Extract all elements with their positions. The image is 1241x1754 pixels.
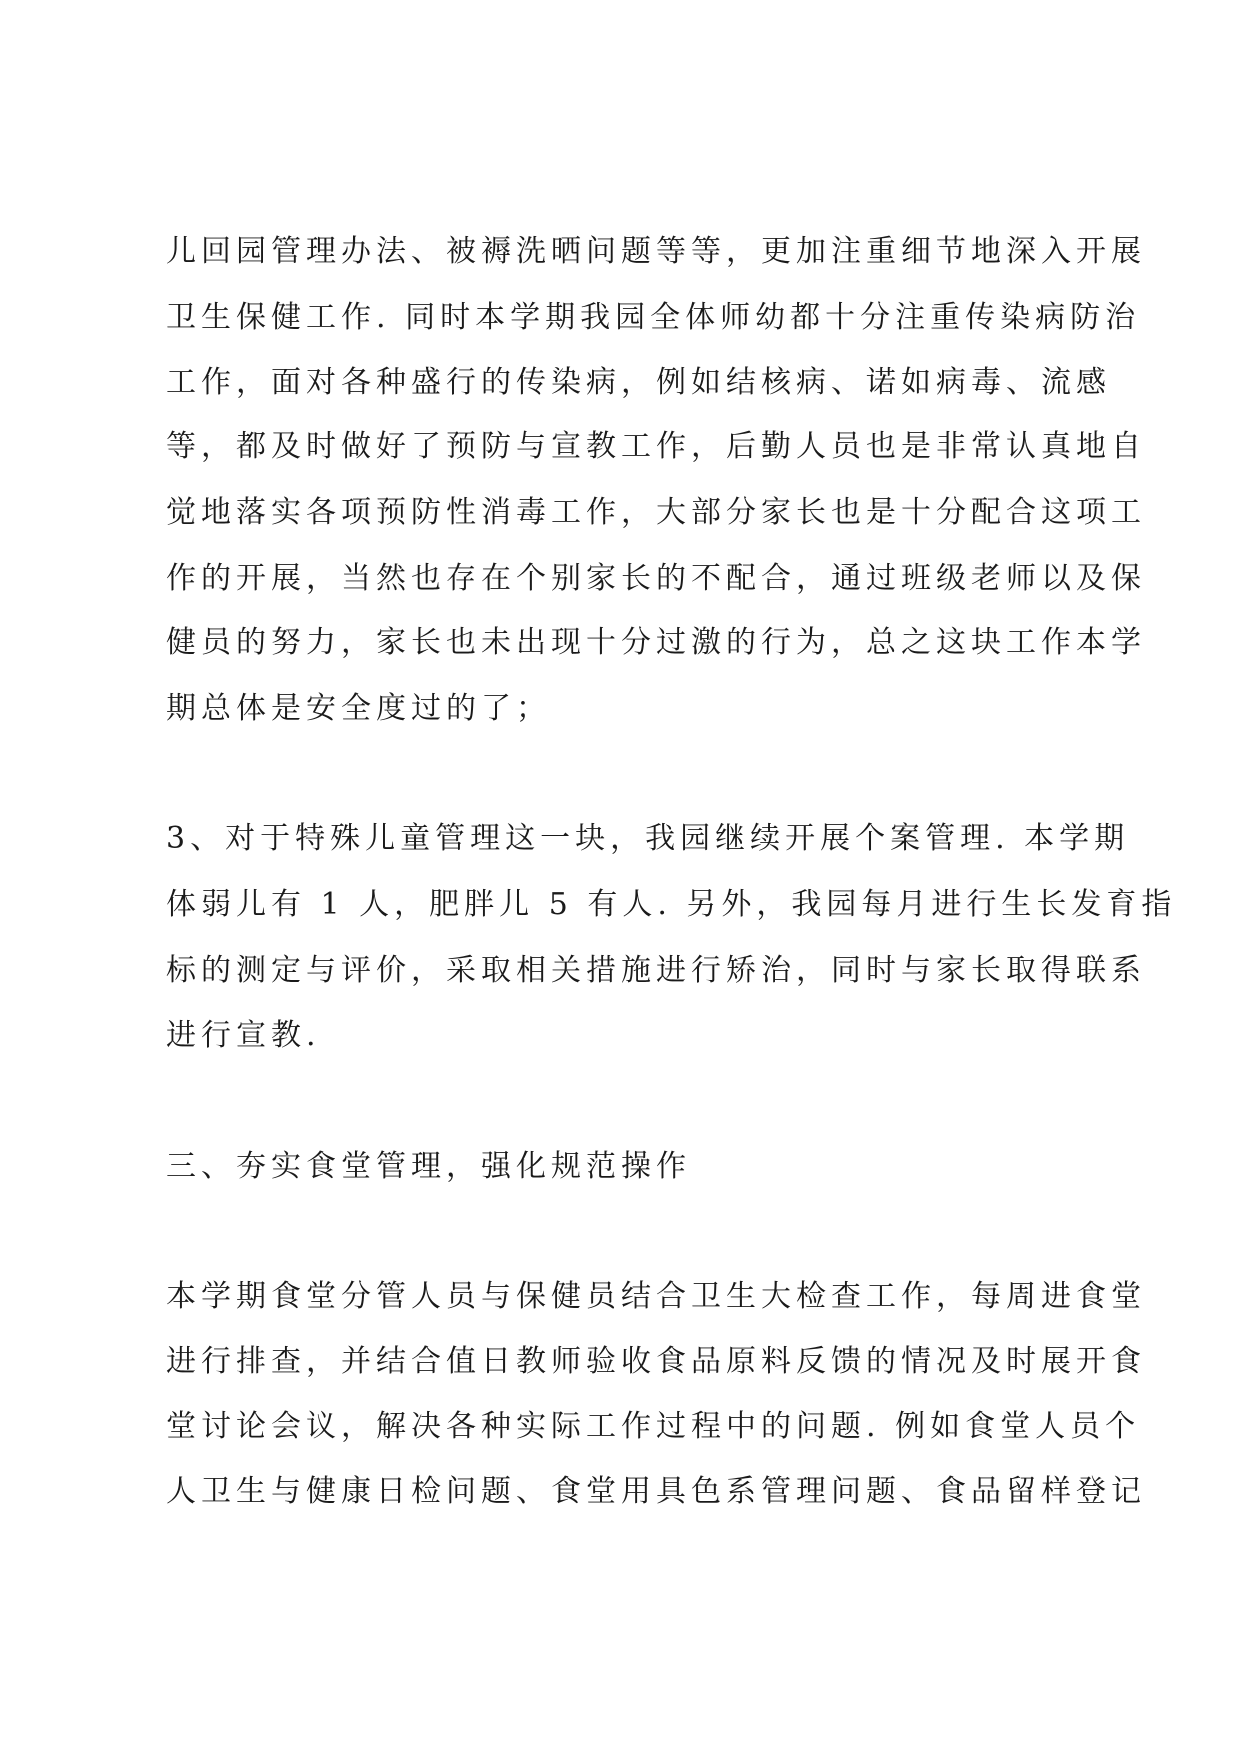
text-line: 人卫生与健康日检问题、食堂用具色系管理问题、食品留样登记 — [166, 1474, 1146, 1509]
text-line: 标的测定与评价，采取相关措施进行矫治，同时与家长取得联系 — [166, 953, 1146, 988]
text-line: 等，都及时做好了预防与宣教工作，后勤人员也是非常认真地自 — [166, 429, 1146, 464]
section-heading: 三、夯实食堂管理，强化规范操作 — [166, 1149, 691, 1184]
text-line: 堂讨论会议，解决各种实际工作过程中的问题. 例如食堂人员个 — [166, 1409, 1141, 1444]
text-line: 健员的努力，家长也未出现十分过激的行为，总之这块工作本学 — [166, 625, 1146, 660]
text-line: 进行排查，并结合值日教师验收食品原料反馈的情况及时展开食 — [166, 1344, 1146, 1379]
text-line: 卫生保健工作. 同时本学期我园全体师幼都十分注重传染病防治 — [166, 300, 1141, 335]
text-line: 儿回园管理办法、被褥洗晒问题等等，更加注重细节地深入开展 — [166, 234, 1146, 269]
text-line: 本学期食堂分管人员与保健员结合卫生大检查工作，每周进食堂 — [166, 1279, 1146, 1314]
text-line: 期总体是安全度过的了； — [166, 691, 551, 726]
text-line: 工作，面对各种盛行的传染病，例如结核病、诺如病毒、流感 — [166, 365, 1111, 400]
text-line: 作的开展，当然也存在个别家长的不配合，通过班级老师以及保 — [166, 561, 1146, 596]
text-line: 进行宣教. — [166, 1018, 321, 1053]
text-line: 3、对于特殊儿童管理这一块，我园继续开展个案管理. 本学期 — [166, 821, 1130, 856]
text-line: 体弱儿有 1 人，肥胖儿 5 有人. 另外，我园每月进行生长发育指 — [166, 887, 1177, 922]
text-line: 觉地落实各项预防性消毒工作，大部分家长也是十分配合这项工 — [166, 495, 1146, 530]
